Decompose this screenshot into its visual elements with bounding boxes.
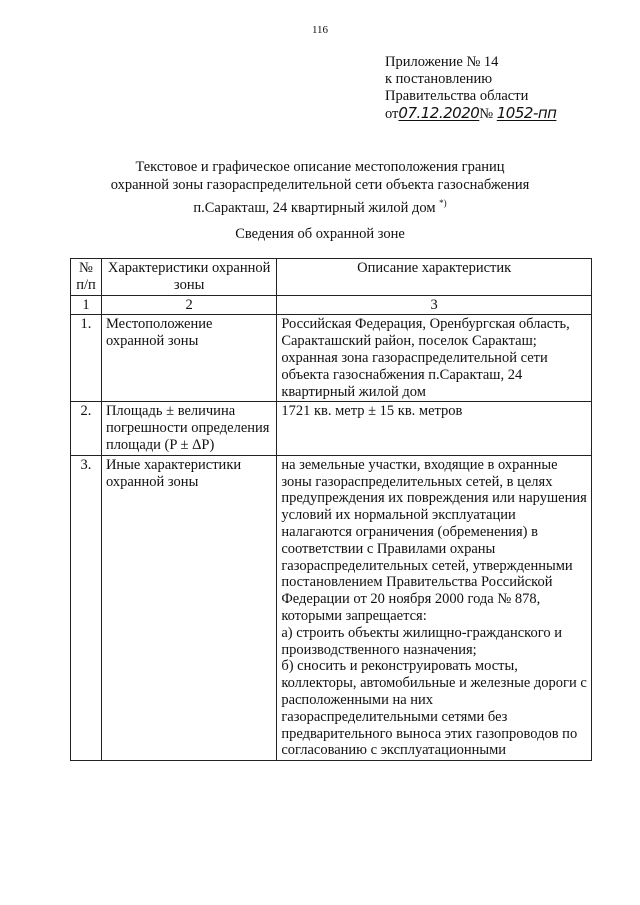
document-title — [60, 158, 580, 217]
restriction-item-b: б) сносить и реконструировать мосты, коллекторы, автомобильные и железные дороги с расположенными на них газораспределительными сетями без предварительного выноса этих газопроводов по согласованию с эксплуатационными — [281, 658, 587, 759]
appendix-date-number — [385, 105, 556, 123]
title-line-1: Текстовое и графическое описание местоположения границ — [135, 159, 505, 175]
table-header-row — [71, 259, 592, 296]
table-row — [71, 402, 592, 455]
protection-zone-table — [70, 258, 592, 761]
row-number: 1. — [71, 315, 102, 402]
row-characteristic: Местоположение охранной зоны — [101, 315, 276, 402]
row-characteristic: Иные характеристики охранной зоны — [101, 455, 276, 760]
header-characteristics: Характеристики охранной зоны — [101, 259, 276, 296]
row-number: 3. — [71, 455, 102, 760]
page-number: 116 — [311, 24, 329, 36]
from-prefix: от — [385, 106, 399, 122]
title-line-3 — [60, 194, 580, 217]
table-row — [71, 455, 592, 760]
title-line-2: охранной зоны газораспределительной сети объекта газоснабжения — [110, 177, 530, 193]
appendix-line-2: к постановлению — [385, 71, 493, 87]
index-cell-2: 2 — [101, 295, 276, 315]
handwritten-number: 1052-пп — [496, 104, 557, 122]
row-description: Российская Федерация, Оренбургская область, Саракташский район, поселок Саракташ; охранная зона газораспределительной сети объекта газоснабжения п.Саракташ, 24 квартирный жилой дом — [277, 315, 592, 402]
index-cell-1: 1 — [71, 295, 102, 315]
row-description: 1721 кв. метр ± 15 кв. метров — [277, 402, 592, 455]
appendix-block — [385, 54, 556, 123]
title-line-3-text: п.Саракташ, 24 квартирный жилой дом — [193, 199, 436, 216]
table-index-row — [71, 295, 592, 315]
number-sign: № — [479, 106, 494, 122]
row-description — [277, 455, 592, 760]
appendix-line-3: Правительства области — [385, 88, 529, 104]
table-row — [71, 315, 592, 402]
row-characteristic: Площадь ± величина погрешности определения площади (P ± ΔP) — [101, 402, 276, 455]
index-cell-3: 3 — [277, 295, 592, 315]
header-description: Описание характеристик — [277, 259, 592, 296]
header-number: № п/п — [71, 259, 102, 296]
row-number: 2. — [71, 402, 102, 455]
restriction-item-a: а) строить объекты жилищно-гражданского и производственного назначения; — [281, 624, 562, 658]
restrictions-intro: на земельные участки, входящие в охранные зоны газораспределительных сетей, в целях предупреждения их повреждения или нарушения условий их нормальной эксплуатации налагаются ограничения (обременения) в соответствии с Правилами охраны газораспределительных сетей, утвержденными постановлением Правительства Российской Федерации от 20 ноября 2000 года № 878, которыми запрещается: — [281, 456, 587, 624]
appendix-title: Приложение № 14 — [385, 54, 499, 70]
footnote-mark: *) — [439, 198, 447, 208]
handwritten-date: 07.12.2020 — [398, 104, 480, 122]
section-subtitle: Сведения об охранной зоне — [235, 226, 405, 242]
